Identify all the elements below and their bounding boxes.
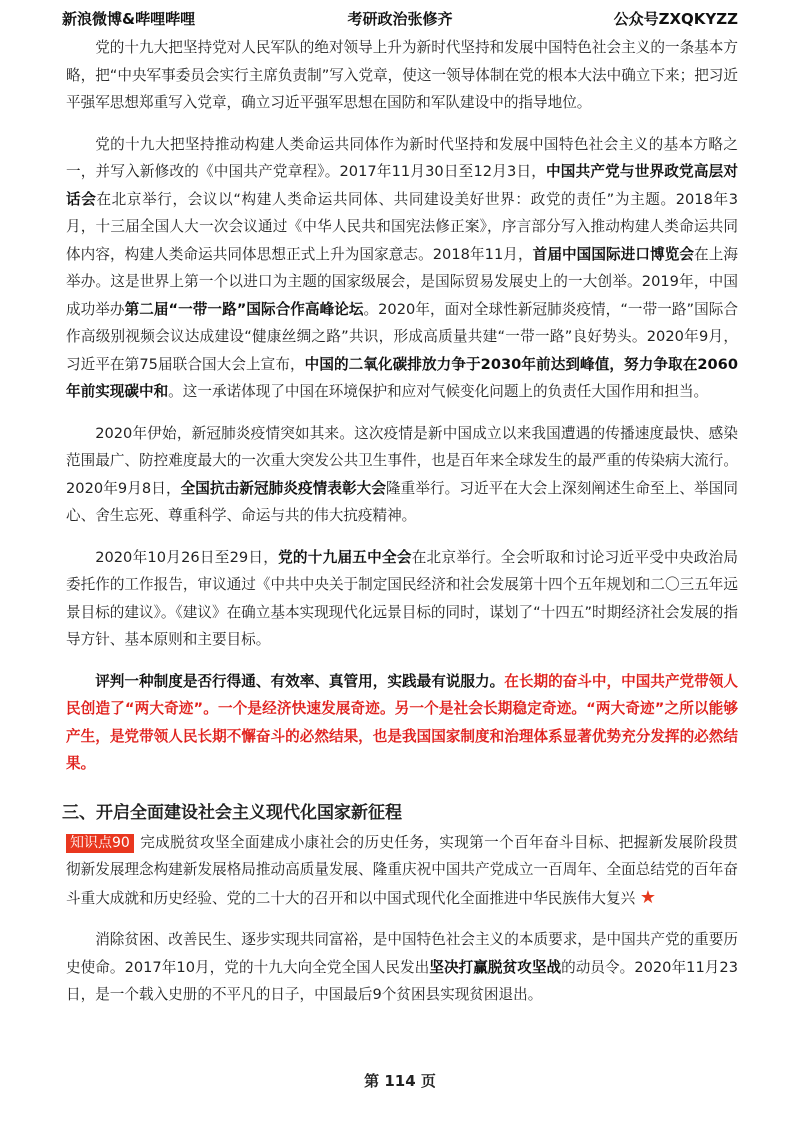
section-title: 三、开启全面建设社会主义现代化国家新征程 [62, 802, 402, 823]
header-wechat-account: 公众号ZXQKYZZ [613, 10, 738, 28]
knowledge-point-90: 知识点90 完成脱贫攻坚全面建成小康社会的历史任务，实现第一个百年奋斗目标、把握新发展阶段贯彻新发展理念构建新发展格局推动高质量发展、隆重庆祝中国共产党成立一百周年、全面总结党的百年奋斗重大成就和历史经验、党的二十大的召开和以中国式现代化全面推进中华民族伟大复兴 ★ [66, 833, 738, 908]
paragraph-two-miracles: 评判一种制度是否行得通、有效率、真管用，实践最有说服力。在长期的奋斗中，中国共产党带领人民创造了“两大奇迹”。一个是经济快速发展奇迹。另一个是社会长期稳定奇迹。“两大奇迹”之所以能够产生，是党带领人民长期不懈奋斗的必然结果，也是我国国家制度和治理体系显著优势充分发挥的必然结果。 [66, 672, 738, 772]
header-weibo-bilibili: 新浪微博&哔哩哔哩 [62, 10, 196, 28]
paragraph-community-shared-future: 党的十九大把坚持推动构建人类命运共同体作为新时代坚持和发展中国特色社会主义的基本方略之一，并写入新修改的《中国共产党章程》。2017年11月30日至12月3日，中国共产党与世界政党高层对话会在北京举行，会议以“构建人类命运共同体、共同建设美好世界：政党的责任”为主题。2018年3月，十三届全国人大一次会议通过《中华人民共和国宪法修正案》，序言部分写入推动构建人类命运共同体内容，构建人类命运共同体思想正式上升为国家意志。2018年11月，首届中国国际进口博览会在上海举办。这是世界上第一个以进口为主题的国家级展会，是国际贸易发展史上的一大创举。2019年，中国成功举办第二届“一带一路”国际合作高峰论坛。2020年，面对全球性新冠肺炎疫情，“一带一路”国际合作高级别视频会议达成建设“健康丝绸之路”共识，形成高质量共建“一带一路”良好势头。2020年9月，习近平在第75届联合国大会上宣布，中国的二氧化碳排放力争于2030年前达到峰值，努力争取在2060年前实现碳中和。这一承诺体现了中国在环境保护和应对气候变化问题上的负责任大国作用和担当。 [66, 135, 738, 400]
page-header [62, 8, 738, 32]
star-icon: ★ [639, 886, 656, 908]
knowledge-point-badge: 知识点90 [66, 834, 134, 853]
paragraph-military: 党的十九大把坚持党对人民军队的绝对领导上升为新时代坚持和发展中国特色社会主义的一条基本方略，把“中央军事委员会实行主席负责制”写入党章，使这一领导体制在党的根本大法中确立下来；把习近平强军思想郑重写入党章，确立习近平强军思想在国防和军队建设中的指导地位。 [66, 39, 738, 111]
page-number: 第 114 页 [364, 1072, 436, 1090]
paragraph-poverty: 消除贫困、改善民生、逐步实现共同富裕，是中国特色社会主义的本质要求，是中国共产党的重要历史使命。2017年10月，党的十九大向全党全国人民发出坚决打赢脱贫攻坚战的动员令。2020年11月23日，是一个载入史册的不平凡的日子，中国最后9个贫困县实现贫困退出。 [66, 931, 738, 1003]
paragraph-fifth-plenum: 2020年10月26日至29日，党的十九届五中全会在北京举行。全会听取和讨论习近平受中央政治局委托作的工作报告，审议通过《中共中央关于制定国民经济和社会发展第十四个五年规划和二〇三五年远景目标的建议》。《建议》在确立基本实现现代化远景目标的同时，谋划了“十四五”时期经济社会发展的指导方针、基本原则和主要目标。 [66, 548, 738, 648]
paragraph-covid: 2020年伊始，新冠肺炎疫情突如其来。这次疫情是新中国成立以来我国遭遇的传播速度最快、感染范围最广、防控难度最大的一次重大突发公共卫生事件，也是百年来全球发生的最严重的传染病大流行。2020年9月8日，全国抗击新冠肺炎疫情表彰大会隆重举行。习近平在大会上深刻阐述生命至上、举国同心、舍生忘死、尊重科学、命运与共的伟大抗疫精神。 [66, 424, 738, 524]
page-content [62, 34, 738, 1023]
header-author: 考研政治张修齐 [347, 10, 453, 28]
